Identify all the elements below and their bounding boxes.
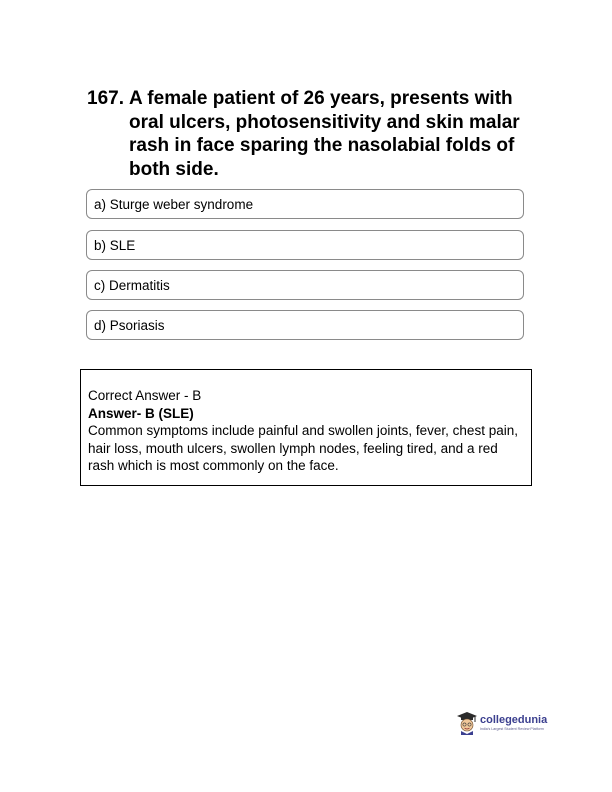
answer-line: Answer- B (SLE) xyxy=(88,405,194,421)
option-d[interactable]: d) Psoriasis xyxy=(86,310,524,340)
question-number: 167. xyxy=(87,88,124,109)
question xyxy=(87,87,527,181)
logo-tagline: India's Largest Student Review Platform xyxy=(480,726,544,731)
answer-explanation: Common symptoms include painful and swollen joints, fever, chest pain, hair loss, mouth ulcers, swollen lymph nodes, feeling tired, and a red rash which is most commonly on the face. xyxy=(88,423,518,473)
graduate-mascot-icon xyxy=(456,711,478,735)
question-text: A female patient of 26 years, presents with oral ulcers, photosensitivity and skin malar rash in face sparing the nasolabial folds of both side. xyxy=(129,88,520,180)
option-c[interactable]: c) Dermatitis xyxy=(86,270,524,300)
correct-answer-line: Correct Answer - B xyxy=(88,388,202,403)
collegedunia-logo xyxy=(456,709,560,737)
option-a[interactable]: a) Sturge weber syndrome xyxy=(86,189,524,219)
logo-name: collegedunia xyxy=(480,713,548,726)
option-b[interactable]: b) SLE xyxy=(86,230,524,260)
answer-box xyxy=(80,369,532,486)
